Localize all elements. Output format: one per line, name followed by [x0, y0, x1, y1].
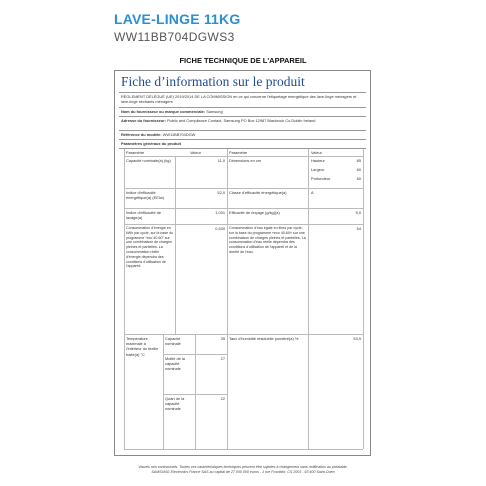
rinse-value: 5,0 [355, 210, 361, 215]
row-divider [163, 354, 227, 355]
row-divider [124, 156, 363, 157]
rinse-label: Efficacité de rinçage (g/kg)(a) [229, 210, 280, 215]
col-header-value: Valeur [311, 150, 322, 155]
capacity-label: Capacité nominale(a) (kg) [126, 158, 171, 163]
section-heading: FICHE TECHNIQUE DE L'APPAREIL [179, 56, 307, 65]
energy-consumption-label: Consommation d'énergie en kWh par cycle, sur la base du programme “eco 40-60” sur une combinaison de charges pleines et partielles. La consommation réelle d'énergie dépendra des conditions d'utilisation de l'appareil. [126, 226, 174, 269]
table-bottom-border [124, 449, 363, 450]
supplier-value: Samsung [206, 109, 223, 114]
temp-quarter-value: 22 [220, 396, 225, 401]
table-border [363, 149, 364, 449]
eei-value: 52,0 [217, 190, 225, 195]
temp-rated-label: Capacité nominale [165, 336, 181, 347]
row-divider [124, 208, 363, 209]
dimensions-label: Dimensions en cm [229, 158, 262, 163]
eei-label: Indice d'efficacité énergétique(a) (EEIw) [126, 190, 165, 201]
col-header-param: Paramètre [229, 150, 248, 155]
table-column-divider [308, 149, 309, 449]
width-value: 60 [356, 167, 361, 172]
energy-class-value: A [311, 190, 314, 195]
capacity-value: 11,0 [217, 158, 225, 163]
cell-divider [195, 334, 196, 449]
footer [0, 465, 486, 475]
temp-rated-value: 35 [220, 336, 225, 341]
cell-divider [175, 208, 176, 224]
divider [119, 116, 366, 117]
max-temperature-label: Température maximale à l'intérieur du textile traité(a) °C [126, 336, 159, 357]
energy-consumption-value: 0,530 [215, 226, 225, 231]
moisture-value: 53,9 [353, 336, 361, 341]
divider [119, 148, 366, 149]
row-divider [124, 188, 363, 189]
reference-value: WW11BB704DGW [162, 132, 196, 137]
cell-divider [175, 156, 176, 188]
water-consumption-label: Consommation d'eau égale en litres par cycle, sur la base du programme «eco 40-60» sur une combinaison de charges pleines et partielles. La consommation d'eau réelle dépendra des conditions d'utilisation de l'appareil et de la dureté de l'eau. [229, 226, 306, 254]
divider [119, 130, 366, 131]
row-divider [163, 394, 227, 395]
temp-quarter-label: Quart de la capacité nominale [165, 396, 185, 412]
sheet-title: Fiche d’information sur le produit [121, 74, 305, 89]
address-label: Adresse du fournisseur: Public and Compliance Contact, Samsung PO Box 12987 Blackrock Co.Dublin Ireland [121, 118, 316, 123]
width-label: Largeur [311, 167, 325, 172]
depth-value: 60 [356, 176, 361, 181]
cell-divider [163, 334, 164, 449]
water-consumption-value: 54 [356, 226, 361, 231]
divider [119, 139, 366, 140]
footer-disclaimer: Visuels non contractuels. Toutes ces caractéristiques techniques peuvent être sujettes à changement sans notification au préalable. [138, 465, 348, 469]
depth-label: Profondeur [311, 176, 331, 181]
col-header-value: Valeur [190, 150, 201, 155]
supplier-label: Nom du fournisseur ou marque commerciale: Samsung [121, 109, 223, 114]
height-label: Hauteur [311, 158, 325, 163]
address-value: Public and Compliance Contact, Samsung PO Box 12987 Blackrock Co.Dublin Ireland [167, 118, 316, 123]
cell-divider [175, 188, 176, 208]
cell-divider [175, 224, 176, 334]
row-divider [124, 224, 363, 225]
table-column-divider [227, 149, 228, 449]
divider [119, 107, 366, 108]
row-divider [124, 334, 363, 335]
energy-class-label: Classe d'efficacité énergétique(a) [229, 190, 287, 195]
product-title: LAVE-LINGE 11KG [114, 11, 241, 27]
divider [119, 92, 366, 93]
wash-index-value: 1,031 [215, 210, 225, 215]
footer-company: SAMSUNG Electronics France SAS au capital de 27 000 000 euros - 1 rue Fructidor, CS 2003 - 93 400 Saint-Ouen [151, 470, 335, 474]
regulation-text: RÈGLEMENT DÉLÉGUÉ (UE) 2019/2014 DE LA COMMISSION en ce qui concerne l'étiquetage énergétique des lave-linge ménagers et lave-linge séchants ménagers [121, 94, 357, 105]
product-info-sheet [114, 70, 371, 456]
height-value: 85 [356, 158, 361, 163]
model-number: WW11BB704DGWS3 [114, 30, 235, 44]
temp-half-label: Moitié de la capacité nominale [165, 356, 185, 372]
col-header-param: Paramètre [126, 150, 145, 155]
moisture-label: Taux d'humidité résiduelle pondéré(a) % [229, 336, 299, 341]
params-heading: Paramètres généraux du produit [121, 141, 181, 146]
table-border [124, 149, 125, 449]
wash-index-label: Indice d'efficacité de lavage(a) [126, 210, 162, 221]
reference-label: Référence du modèle: WW11BB704DGW [121, 132, 196, 137]
temp-half-value: 27 [220, 356, 225, 361]
